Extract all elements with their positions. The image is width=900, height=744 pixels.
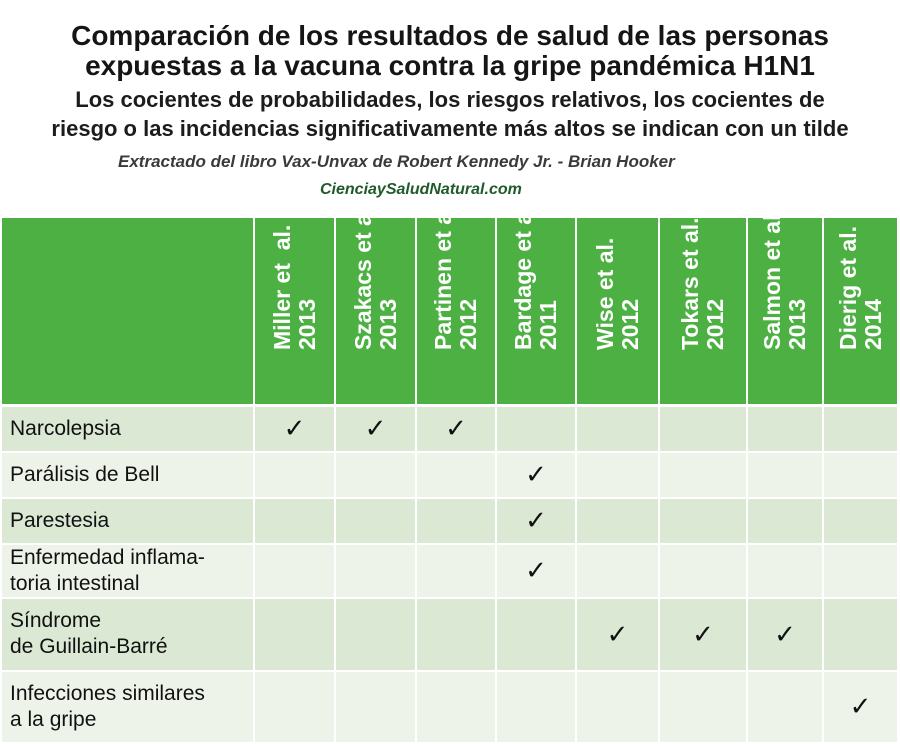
result-cell: [823, 452, 898, 498]
check-mark-icon: ✓: [606, 618, 629, 649]
study-label: Wise et al. 2012: [591, 237, 643, 350]
result-cell: [576, 498, 659, 544]
study-header: [823, 218, 898, 406]
study-header: [335, 200, 416, 406]
result-cell: [335, 406, 416, 452]
result-cell: [823, 544, 898, 598]
corner-cell: [2, 218, 254, 406]
result-cell: [823, 406, 898, 452]
table-row: [2, 498, 898, 544]
outcome-label-cell: [2, 498, 254, 544]
result-cell: [254, 406, 335, 452]
check-mark-icon: ✓: [445, 413, 467, 444]
result-cell: [823, 671, 898, 743]
result-cell: [747, 498, 823, 544]
result-cell: [335, 671, 416, 743]
study-label: Salmon et al. 2013: [759, 208, 810, 350]
study-label: Bardage et al. 2011: [510, 199, 561, 350]
table-row: [2, 598, 898, 671]
result-cell: [496, 498, 576, 544]
study-label: Dierig et al. 2014: [834, 226, 886, 350]
result-cell: [416, 498, 496, 544]
header-row: [2, 218, 898, 406]
study-header: [576, 218, 659, 406]
result-cell: [576, 598, 659, 671]
result-cell: [659, 406, 747, 452]
result-cell: [416, 544, 496, 598]
comparison-table: [2, 199, 899, 744]
page-title-line-2: expuestas a la vacuna contra la gripe pandémica H1N1: [85, 50, 815, 81]
result-cell: [576, 544, 659, 598]
study-header: [659, 218, 747, 406]
study-header: [254, 218, 335, 406]
website-credit: CienciaySaludNatural.com: [320, 181, 522, 198]
result-cell: [254, 498, 335, 544]
result-cell: [335, 544, 416, 598]
outcome-label-cell: [2, 406, 254, 452]
check-mark-icon: ✓: [283, 413, 306, 444]
result-cell: [576, 671, 659, 743]
result-cell: [576, 406, 659, 452]
result-cell: [254, 452, 335, 498]
result-cell: [416, 598, 496, 671]
result-cell: [747, 406, 823, 452]
result-cell: [335, 498, 416, 544]
outcome-label: Narcolepsia: [10, 416, 121, 440]
result-cell: [416, 671, 496, 743]
check-mark-icon: ✓: [692, 618, 714, 649]
result-cell: [747, 452, 823, 498]
check-mark-icon: ✓: [849, 691, 872, 721]
outcome-label-cell: [2, 452, 254, 498]
result-cell: [659, 544, 747, 598]
study-header: [496, 199, 576, 406]
check-mark-icon: ✓: [364, 413, 387, 444]
result-cell: [254, 671, 335, 743]
outcome-label: Infecciones similares a la gripe: [10, 681, 205, 731]
result-cell: [496, 598, 576, 671]
result-cell: [335, 598, 416, 671]
result-cell: [823, 498, 898, 544]
result-cell: [335, 452, 416, 498]
result-cell: [747, 598, 823, 671]
table-row: [2, 671, 898, 743]
outcome-label: Parálisis de Bell: [10, 462, 160, 486]
result-cell: [823, 598, 898, 671]
result-cell: [254, 544, 335, 598]
study-label: Partinen et al. 2012: [430, 199, 481, 350]
table-row: [2, 406, 898, 452]
result-cell: [576, 452, 659, 498]
check-mark-icon: ✓: [525, 505, 547, 535]
outcome-label-cell: [2, 544, 254, 598]
result-cell: [496, 452, 576, 498]
study-label: Miller et al. 2013: [268, 224, 320, 350]
result-cell: [496, 544, 576, 598]
source-credit: Extractado del libro Vax-Unvax de Robert Kennedy Jr. - Brian Hooker: [118, 152, 675, 171]
check-mark-icon: ✓: [525, 555, 547, 585]
study-header: [416, 199, 496, 406]
study-label: Szakacs et al. 2013: [349, 200, 401, 350]
result-cell: [659, 452, 747, 498]
check-mark-icon: ✓: [774, 618, 796, 649]
outcome-label: Enfermedad inflama- toria intestinal: [10, 545, 205, 595]
result-cell: [254, 598, 335, 671]
study-header: [747, 208, 823, 406]
result-cell: [659, 671, 747, 743]
table-row: [2, 544, 898, 598]
table-row: [2, 452, 898, 498]
outcome-label: Parestesia: [10, 508, 110, 532]
result-cell: [747, 671, 823, 743]
result-cell: [496, 671, 576, 743]
result-cell: [416, 452, 496, 498]
result-cell: [659, 598, 747, 671]
result-cell: [747, 544, 823, 598]
result-cell: [416, 406, 496, 452]
check-mark-icon: ✓: [525, 459, 547, 489]
page-title-line-1: Comparación de los resultados de salud de las personas: [71, 20, 829, 51]
subtitle-line-2: riesgo o las incidencias significativamente más altos se indican con un tilde: [51, 116, 849, 141]
study-label: Tokars et al. 2012: [677, 217, 728, 350]
outcome-label-cell: [2, 671, 254, 743]
result-cell: [659, 498, 747, 544]
outcome-label: Síndrome de Guillain-Barré: [10, 609, 168, 658]
outcome-label-cell: [2, 598, 254, 671]
subtitle-line-1: Los cocientes de probabilidades, los riesgos relativos, los cocientes de: [75, 87, 825, 112]
result-cell: [496, 406, 576, 452]
